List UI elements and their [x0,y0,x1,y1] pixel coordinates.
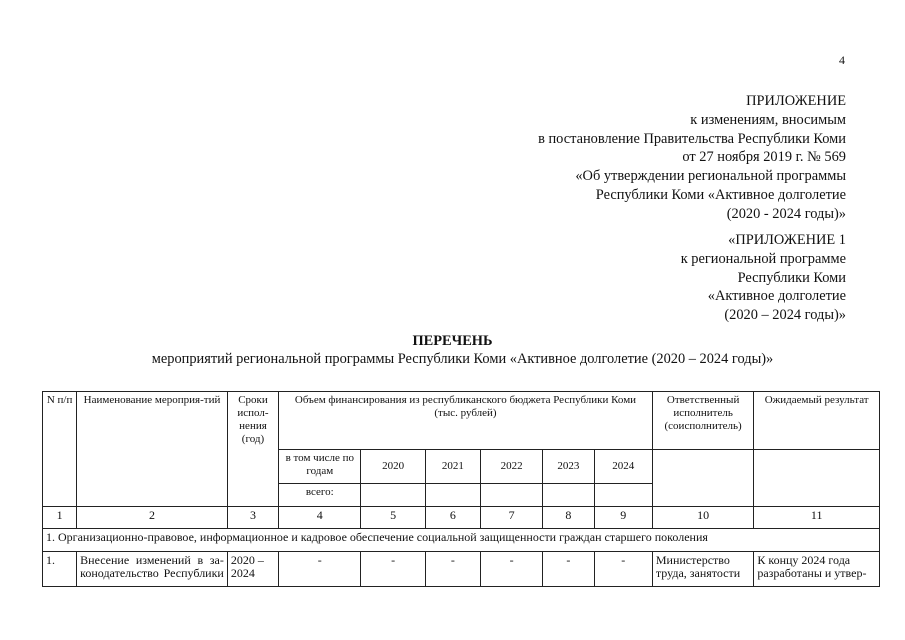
row-value: - [543,552,594,587]
row-terms-line: 2020 – [230,553,264,567]
row-result [754,552,880,587]
row-name-line: конодательство Республики [80,566,224,580]
header-year: 2021 [425,450,480,484]
column-number: 6 [425,507,480,529]
appendix-main-line: к изменениям, вносимым [690,111,846,128]
header-empty-cell [425,484,480,507]
appendix-main-block [538,92,846,224]
header-year: 2020 [361,450,425,484]
appendix-program-line: к региональной программе [680,250,846,267]
row-responsible-line: труда, занятости [655,566,741,580]
appendix-main-line: от 27 ноября 2019 г. № 569 [682,149,846,166]
row-value: - [481,552,543,587]
page-number: 4 [839,53,845,67]
row-terms [227,552,278,587]
row-result-line: К концу 2024 года [757,553,851,567]
header-year: 2023 [543,450,594,484]
appendix-program-line: «ПРИЛОЖЕНИЕ 1 [728,232,846,248]
column-numbers-row [43,507,880,529]
row-value: - [425,552,480,587]
header-responsible: Ответственный исполнитель (соисполнитель) [652,392,753,450]
column-number: 5 [361,507,425,529]
row-responsible [652,552,753,587]
row-result-line: разработаны и утвер- [757,566,867,580]
row-value: - [594,552,652,587]
header-responsible-empty [652,450,753,507]
header-terms: Сроки испол-нения (год) [227,392,278,507]
appendix-program-line: Республики Коми [737,269,846,286]
section-row [43,529,880,552]
row-value: - [279,552,361,587]
appendix-main-line: Республики Коми «Активное долголетие [595,186,846,203]
header-num: N п/п [43,392,77,507]
row-num: 1. [43,552,77,587]
column-number: 9 [594,507,652,529]
appendix-program-line: (2020 – 2024 годы)» [724,307,846,324]
row-terms-line: 2024 [230,566,255,580]
header-empty-cell [361,484,425,507]
header-empty-cell [594,484,652,507]
appendix-main-line: в постановление Правительства Республики Коми [538,130,846,147]
header-result-empty [754,450,880,507]
column-number: 4 [279,507,361,529]
column-number: 11 [754,507,880,529]
header-year: 2022 [481,450,543,484]
column-number: 7 [481,507,543,529]
column-number: 1 [43,507,77,529]
header-name: Наименование мероприя-тий [77,392,228,507]
section-title: 1. Организационно-правовое, информационное и кадровое обеспечение социальной защищенности граждан старшего поколения [43,529,880,552]
header-financing: Объем финансирования из республиканского бюджета Республики Коми (тыс. рублей) [279,392,653,450]
row-responsible-line: Министерство [655,553,730,567]
column-number: 2 [77,507,228,529]
header-total: всего: [279,484,361,507]
appendix-main-line: «Об утверждении региональной программы [575,168,846,185]
header-empty-cell [481,484,543,507]
row-name [77,552,228,587]
header-empty-cell [543,484,594,507]
document-subtitle: мероприятий региональной программы Республики Коми «Активное долголетие (2020 – 2024 годы)» [151,351,774,367]
header-by-years: в том числе по годам [279,450,361,484]
table-row [43,552,880,587]
activities-table [42,391,880,587]
header-result: Ожидаемый результат [754,392,880,450]
header-year: 2024 [594,450,652,484]
table-header-row [43,392,880,450]
appendix-program-block [681,231,846,325]
column-number: 3 [227,507,278,529]
column-number: 10 [652,507,753,529]
appendix-main-line: ПРИЛОЖЕНИЕ [746,93,846,109]
document-title: ПЕРЕЧЕНЬ [412,333,493,349]
row-name-line: Внесение изменений в за- [80,553,224,567]
appendix-program-line: «Активное долголетие [707,288,846,305]
column-number: 8 [543,507,594,529]
appendix-main-line: (2020 - 2024 годы)» [726,205,846,222]
row-value: - [361,552,425,587]
